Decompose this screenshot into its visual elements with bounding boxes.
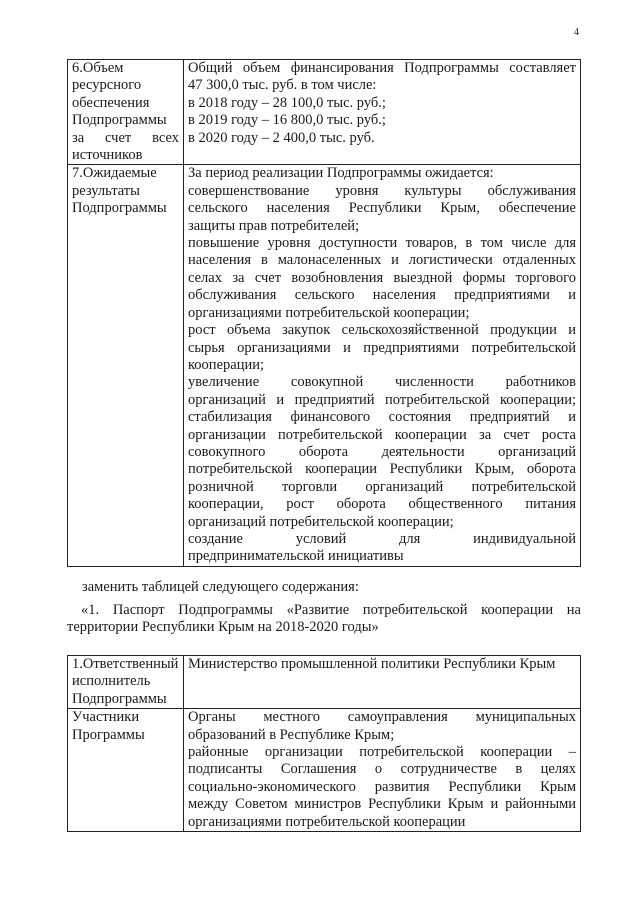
label-line: источников (72, 147, 143, 164)
content-line: селах за счет возобновления выездной формы торгового (188, 269, 576, 286)
table-row-participants (68, 709, 581, 832)
table-row-responsible-executor (68, 656, 581, 709)
content-line: организациями потребительской кооперации; (188, 304, 470, 321)
content-line: совокупного оборота деятельности организаций (188, 443, 576, 460)
content-line: организаций потребительской кооперации; (188, 513, 454, 530)
content-line: Министерство промышленной политики Республики Крым (188, 656, 556, 672)
content-line: организации потребительской кооперации за счет роста (188, 426, 576, 443)
row-content-expected-results (184, 165, 581, 566)
content-line: между Советом министров Республики Крым и районными (188, 796, 576, 813)
content-line: обслуживания сельского населения предприятиями и (188, 287, 576, 304)
heading-line: территории Республики Крым на 2018-2020 годы» (67, 619, 379, 636)
label-line: Подпрограммы (72, 112, 167, 129)
content-line: создание условий для индивидуальной (188, 530, 576, 547)
label-line: Программы (72, 726, 145, 743)
row-content-resources (184, 60, 581, 165)
content-line: защиты прав потребителей; (188, 217, 360, 234)
content-line: Общий объем финансирования Подпрограммы составляет (188, 60, 576, 76)
content-line: населения в малонаселенных и логистически отдаленных (188, 252, 576, 269)
content-line: организаций и предприятий потребительской кооперации; (188, 391, 576, 408)
new-passport-table (67, 655, 581, 832)
content-line: социально-экономического развития Республики Крым (188, 778, 576, 795)
content-line: подписанты Соглашения о сотрудничестве в целях (188, 761, 576, 778)
row-label-resources (68, 60, 184, 165)
label-line: обеспечения (72, 94, 150, 111)
label-line: Участники (72, 709, 140, 726)
row-content-participants (184, 709, 581, 832)
content-line: потребительской кооперации Республики Крым, оборота (188, 461, 576, 478)
content-line: Органы местного самоуправления муниципальных (188, 709, 576, 726)
content-line: 47 300,0 тыс. руб. в том числе: (188, 77, 377, 94)
content-line: увеличение совокупной численности работников (188, 374, 576, 391)
table-row-expected-results (68, 165, 581, 566)
label-line: за счет всех (72, 129, 179, 146)
page-number: 4 (574, 27, 579, 38)
content-line: розничной торговли организаций потребительской (188, 478, 576, 495)
label-line: результаты (72, 182, 140, 199)
row-label-expected-results (68, 165, 184, 566)
label-line: исполнитель (72, 673, 151, 690)
label-line: Подпрограммы (72, 200, 167, 217)
label-line: 1.Ответственный (72, 656, 179, 672)
content-line: совершенствование уровня культуры обслуживания (188, 182, 576, 199)
content-line: в 2020 году – 2 400,0 тыс. руб. (188, 129, 375, 146)
replace-intro-text: заменить таблицей следующего содержания: (82, 579, 359, 595)
content-line: образований в Республике Крым; (188, 726, 395, 743)
table-row-resources (68, 60, 581, 165)
content-line: в 2018 году – 28 100,0 тыс. руб.; (188, 94, 386, 111)
label-line: ресурсного (72, 77, 142, 94)
content-line: рост объема закупок сельскохозяйственной продукции и (188, 322, 576, 339)
row-label-participants (68, 709, 184, 832)
content-line: кооперации, рост оборота общественного питания (188, 496, 576, 513)
content-line: За период реализации Подпрограммы ожидается: (188, 165, 494, 182)
content-line: сельского населения Республики Крым, обеспечение (188, 200, 576, 217)
old-passport-table (67, 59, 581, 567)
label-line: 6.Объем (72, 60, 124, 76)
content-line: кооперации; (188, 356, 264, 373)
content-line: районные организации потребительской кооперации – (188, 744, 576, 761)
content-line: повышение уровня доступности товаров, в том числе для (188, 235, 576, 252)
content-line: предпринимательской инициативы (188, 548, 404, 565)
label-line: 7.Ожидаемые (72, 165, 157, 182)
label-line: Подпрограммы (72, 690, 167, 707)
new-passport-heading (67, 602, 581, 637)
content-line: сырья организациями и предприятиями потребительской (188, 339, 576, 356)
content-line: стабилизация финансового состояния предприятий и (188, 409, 576, 426)
row-label-responsible-executor (68, 656, 184, 709)
row-content-responsible-executor (184, 656, 581, 709)
heading-line: «1. Паспорт Подпрограммы «Развитие потребительской кооперации на (81, 602, 581, 618)
content-line: организациями потребительской кооперации (188, 813, 466, 830)
content-line: в 2019 году – 16 800,0 тыс. руб.; (188, 112, 386, 129)
